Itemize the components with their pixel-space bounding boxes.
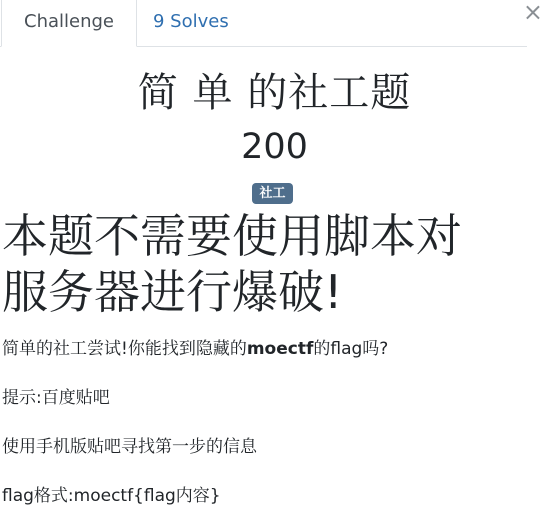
tab-challenge[interactable]: Challenge	[1, 0, 137, 47]
description-bold-text: moectf	[246, 339, 314, 359]
modal-tabs	[0, 0, 527, 47]
description-heading	[2, 208, 547, 320]
tab-solves[interactable]: 9 Solves	[153, 11, 229, 32]
hint-paragraph: 提示:百度贴吧	[2, 388, 110, 408]
challenge-name: 简 单 的社工题	[137, 70, 412, 116]
description-heading-line2: 服务器进行爆破!	[2, 265, 343, 319]
flag-format-paragraph: flag格式:moectf{flag内容}	[2, 486, 221, 506]
description-paragraph	[2, 337, 547, 361]
close-icon[interactable]: ×	[522, 0, 543, 26]
hint-detail-paragraph: 使用手机版贴吧寻找第一步的信息	[2, 437, 257, 457]
category-tag: 社工	[252, 183, 293, 204]
description-text: 的flag吗?	[313, 339, 389, 359]
description-text: 简单的社工尝试!你能找到隐藏的	[2, 339, 247, 359]
description-heading-line1: 本题不需要使用脚本对	[2, 209, 462, 263]
challenge-value: 200	[241, 127, 308, 167]
challenge-description	[2, 208, 547, 508]
